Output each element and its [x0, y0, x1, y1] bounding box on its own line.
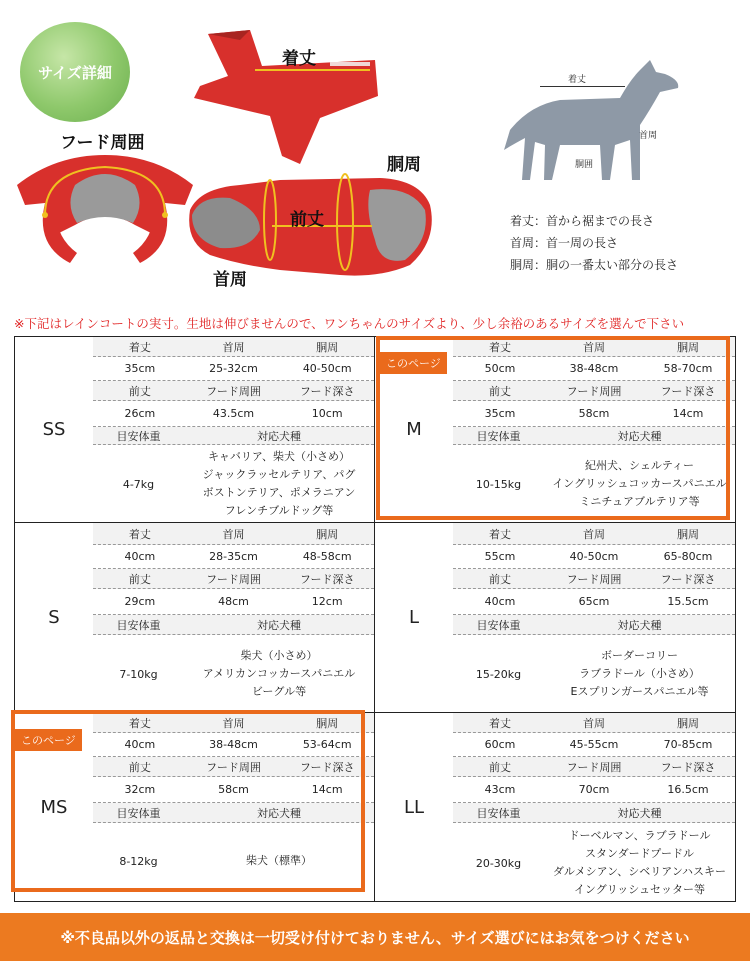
measurement-legend — [510, 210, 678, 276]
table-row: 15-20kg ボーダーコリー ラブラドール（小さめ） Eスプリンガースパニエル等 — [453, 635, 735, 713]
breed-list: 柴犬（小さめ） アメリカンコッカースパニエル ビーグル等 — [202, 649, 356, 698]
return-policy-text: ※不良品以外の返品と交換は一切受け付けておりません、サイズ選びにはお気をつけください — [60, 928, 690, 947]
label-length: 着丈 — [282, 49, 316, 69]
table-row: 60cm 45-55cm 70-85cm — [453, 733, 735, 757]
table-row: 40cm 28-35cm 48-58cm — [93, 545, 374, 569]
table-row: 着丈 首周 胴周 — [93, 713, 374, 733]
table-row: 55cm 40-50cm 65-80cm — [453, 545, 735, 569]
table-row: 4-7kg キャバリア、柴犬（小さめ） ジャックラッセルテリア、パグ ボストンテリア、ポメラニアン フレンチブルドッグ等 — [93, 445, 374, 523]
breed-list: キャバリア、柴犬（小さめ） ジャックラッセルテリア、パグ ボストンテリア、ポメラニアン フレンチブルドッグ等 — [202, 450, 356, 517]
dog-silhouette-icon — [500, 50, 690, 190]
size-name: L — [408, 607, 420, 628]
table-row: 前丈 フード周囲 フード深さ — [453, 381, 735, 401]
this-page-tag: このページ — [380, 352, 447, 374]
table-row: 50cm 38-48cm 58-70cm — [453, 357, 735, 381]
table-row: 10-15kg 紀州犬、シェルティー イングリッシュコッカースパニエル ミニチュアブルテリア等 — [453, 445, 735, 523]
table-row: 26cm 43.5cm 10cm — [93, 401, 374, 427]
size-grid — [93, 337, 374, 522]
dog-length-line — [540, 86, 625, 87]
size-name: MS — [40, 796, 68, 818]
table-row: 35cm 58cm 14cm — [453, 401, 735, 427]
dog-label-length: 着丈 — [568, 75, 587, 85]
coat-hood-image — [15, 145, 195, 270]
table-row: 着丈 首周 胴周 — [93, 337, 374, 357]
table-row: 7-10kg 柴犬（小さめ） アメリカンコッカースパニエル ビーグル等 — [93, 635, 374, 713]
back-length-line — [255, 69, 370, 71]
badge-label: サイズ詳細 — [38, 63, 112, 82]
size-block-ss — [15, 336, 374, 522]
table-row: 前丈 フード周囲 フード深さ — [93, 569, 374, 589]
table-row: 前丈 フード周囲 フード深さ — [93, 381, 374, 401]
table-row: 目安体重 対応犬種 — [93, 427, 374, 445]
table-row: 43cm 70cm 16.5cm — [453, 777, 735, 803]
breed-list: ボーダーコリー ラブラドール（小さめ） Eスプリンガースパニエル等 — [570, 649, 709, 698]
size-block-s — [15, 522, 374, 712]
legend-neck: 首周：首一周の長さ — [510, 236, 619, 250]
table-row: 目安体重 対応犬種 — [93, 615, 374, 635]
table-row: 着丈 首周 胴周 — [453, 337, 735, 357]
dog-label-neck: 首周 — [639, 131, 658, 141]
label-hood: フード周囲 — [60, 133, 145, 153]
size-grid — [93, 523, 374, 712]
table-row: 着丈 首周 胴周 — [93, 523, 374, 545]
label-neck: 首周 — [213, 270, 247, 290]
size-chart-left — [14, 336, 375, 902]
table-row: 8-12kg 柴犬（標準） — [93, 823, 374, 899]
table-row: 目安体重 対応犬種 — [93, 803, 374, 823]
table-row: 着丈 首周 胴周 — [453, 523, 735, 545]
table-row: 40cm 38-48cm 53-64cm — [93, 733, 374, 757]
return-policy-banner — [0, 913, 750, 961]
this-page-tag: このページ — [15, 729, 82, 751]
breed-list: 紀州犬、シェルティー イングリッシュコッカースパニエル ミニチュアブルテリア等 — [552, 459, 727, 508]
table-row: 20-30kg ドーベルマン、ラブラドール スタンダードプードル ダルメシアン、シベリアンハスキー イングリッシュセッター等 — [453, 823, 735, 903]
table-row: 前丈 フード周囲 フード深さ — [93, 757, 374, 777]
size-chart-right — [375, 336, 736, 902]
breed-list: 柴犬（標準） — [246, 854, 312, 867]
size-name: SS — [42, 419, 66, 440]
table-row: 目安体重 対応犬種 — [453, 803, 735, 823]
size-grid — [453, 523, 735, 712]
table-row: 前丈 フード周囲 フード深さ — [453, 757, 735, 777]
table-row: 目安体重 対応犬種 — [453, 427, 735, 445]
size-name: S — [48, 607, 60, 628]
size-name: M — [406, 419, 422, 440]
label-front: 前丈 — [290, 210, 324, 230]
size-detail-badge — [20, 22, 130, 122]
size-grid — [453, 713, 735, 901]
dog-label-chest: 胴囲 — [575, 160, 594, 170]
table-row: 35cm 25-32cm 40-50cm — [93, 357, 374, 381]
size-notice: ※下記はレインコートの実寸。生地は伸びませんので、ワンちゃんのサイズより、少し余裕のあるサイズを選んで下さい — [14, 316, 685, 331]
table-row: 32cm 58cm 14cm — [93, 777, 374, 803]
size-detail-illustration — [0, 0, 750, 305]
table-row: 40cm 65cm 15.5cm — [453, 589, 735, 615]
table-row: 29cm 48cm 12cm — [93, 589, 374, 615]
size-name: LL — [403, 796, 425, 818]
table-row: 前丈 フード周囲 フード深さ — [453, 569, 735, 589]
size-block-l — [375, 522, 735, 712]
legend-length: 着丈：首から裾までの長さ — [510, 214, 655, 228]
size-block-ll — [375, 712, 735, 902]
label-chest: 胴周 — [387, 155, 421, 175]
size-chart — [14, 336, 736, 902]
table-row: 着丈 首周 胴周 — [453, 713, 735, 733]
legend-chest: 胴周：胴の一番太い部分の長さ — [510, 258, 679, 272]
breed-list: ドーベルマン、ラブラドール スタンダードプードル ダルメシアン、シベリアンハスキー イングリッシュセッター等 — [552, 829, 727, 896]
table-row: 目安体重 対応犬種 — [453, 615, 735, 635]
